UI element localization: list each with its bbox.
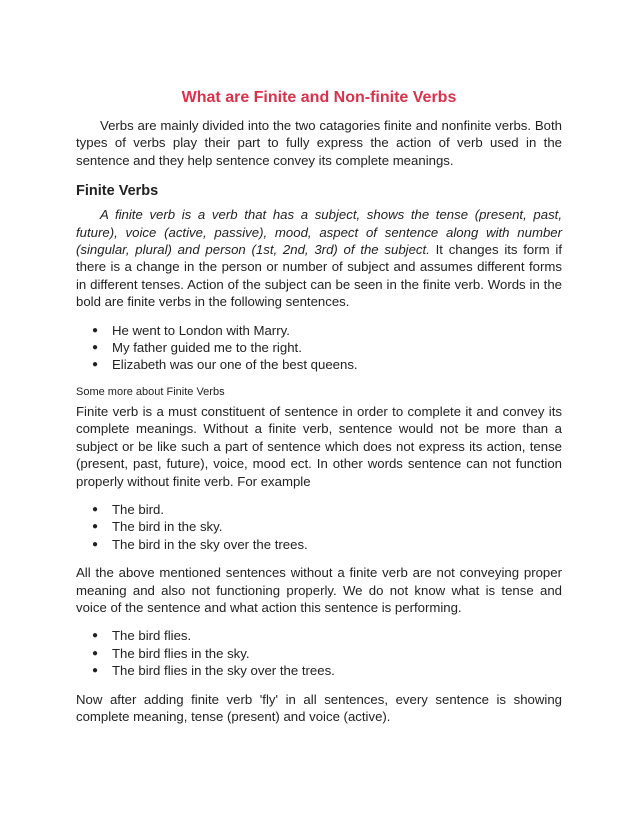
more-about-heading: Some more about Finite Verbs — [76, 385, 225, 398]
list-item — [92, 627, 562, 644]
list-item — [92, 645, 562, 662]
explanation-paragraph: All the above mentioned sentences without a finite verb are not conveying proper meaning and also not functioning properly. We do not know what is tense and voice of the sentence and what action this sentence is performing. — [76, 565, 562, 615]
list-item-text: The bird flies in the sky over the trees. — [112, 663, 335, 679]
list-item-text: The bird in the sky. — [112, 519, 223, 535]
list-item — [92, 518, 562, 535]
bullet-icon: ● — [92, 665, 99, 677]
list-item-text: Elizabeth was our one of the best queens. — [112, 357, 358, 373]
list-item — [92, 322, 562, 339]
bullet-icon: ● — [92, 342, 99, 354]
bullet-icon: ● — [92, 359, 99, 371]
list-item — [92, 339, 562, 356]
list-item-text: The bird flies. — [112, 628, 192, 644]
list-item — [92, 356, 562, 373]
bullet-icon: ● — [92, 503, 99, 515]
list-item — [92, 662, 562, 679]
list-item-text: The bird in the sky over the trees. — [112, 536, 308, 552]
list-item-text: My father guided me to the right. — [112, 340, 302, 356]
page-title: What are Finite and Non-finite Verbs — [181, 89, 457, 106]
finite-verbs-heading: Finite Verbs — [76, 183, 159, 200]
finite-examples-list — [76, 322, 562, 374]
bullet-icon: ● — [92, 538, 99, 550]
list-item — [92, 501, 562, 518]
list-item-text: He went to London with Marry. — [112, 322, 290, 338]
intro-paragraph: Verbs are mainly divided into the two catagories finite and nonfinite verbs. Both types of verbs play their part to fully express the action of verb used in the sentence and they help sentence convey its complete meanings. — [76, 118, 562, 168]
list-item-text: The bird. — [112, 501, 165, 517]
finite-definition-italic: A finite verb is a verb that has a subject, shows the tense (present, past, future), voice (active, passive), mood, aspect of sentence along with number (singular, plural) and person (1st, 2nd, 3rd) of the subject. — [76, 207, 562, 258]
bullet-icon: ● — [92, 324, 99, 336]
bullet-icon: ● — [92, 521, 99, 533]
examples-with-finite-list — [76, 627, 562, 679]
finite-definition-rest: It changes its form if there is a change in the person or number of subject and assumes different forms in different tenses. Action of the subject can be seen in the finite verb. Words in the bold are finite verbs in the following sentences. — [76, 242, 562, 310]
bullet-icon: ● — [92, 630, 99, 642]
finite-definition-paragraph — [76, 206, 562, 310]
more-about-paragraph: Finite verb is a must constituent of sentence in order to complete it and convey its complete meanings. Without a finite verb, sentence would not be more than a subject or be like such a part of sentence which does not express its action, tense (present, past, future), voice, mood ect. In other words sentence can not function properly without finite verb. For example — [76, 403, 562, 489]
examples-without-finite-list — [76, 501, 562, 553]
conclusion-paragraph: Now after adding finite verb 'fly' in all sentences, every sentence is showing complete meaning, tense (present) and voice (active). — [76, 691, 562, 724]
bullet-icon: ● — [92, 647, 99, 659]
list-item — [92, 536, 562, 553]
list-item-text: The bird flies in the sky. — [112, 645, 250, 661]
